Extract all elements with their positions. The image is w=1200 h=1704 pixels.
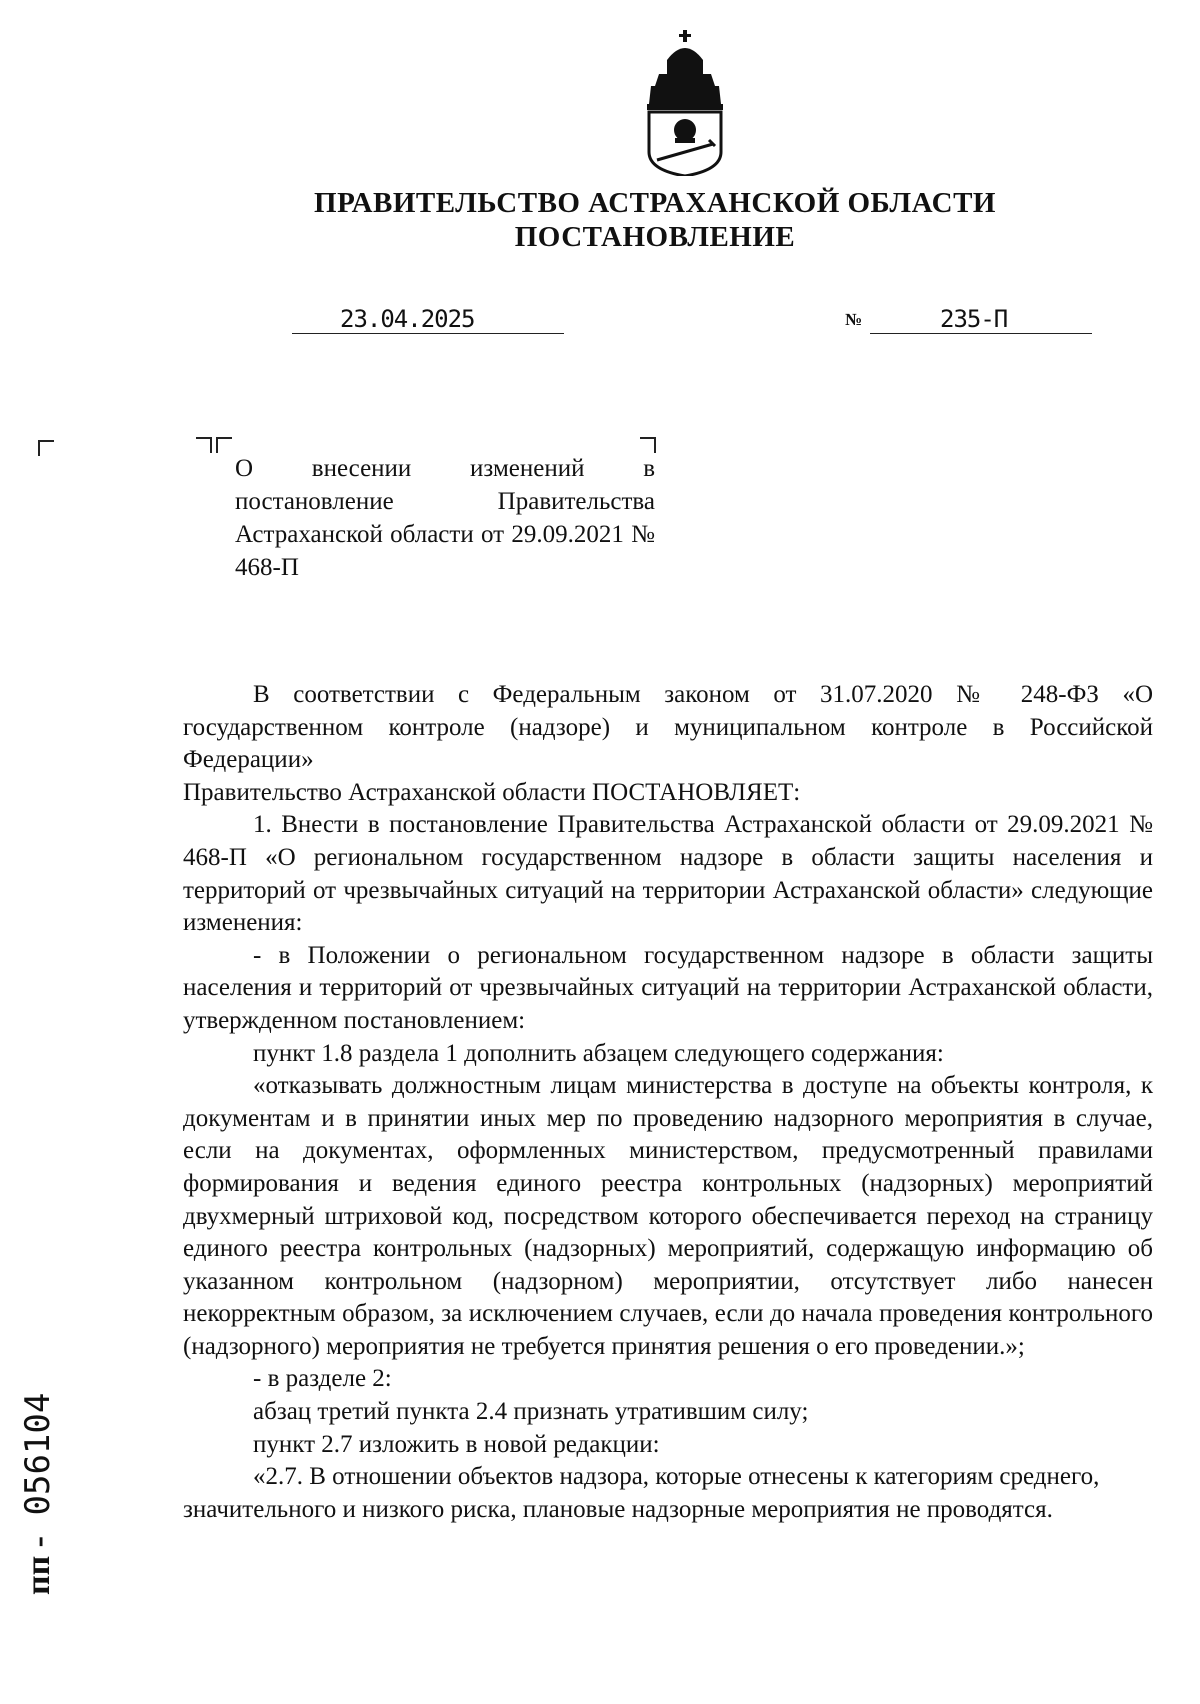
corner-mark-left — [38, 440, 54, 456]
number-field — [870, 305, 1092, 334]
coat-of-arms-icon — [645, 30, 725, 176]
body-paragraph: «2.7. В отношении объектов надзора, которые отнесены к категориям среднего, значительного и низкого риска, плановые надзорные мероприятия не проводятся. — [183, 1463, 1100, 1523]
date-field — [292, 305, 564, 334]
body-paragraph: Правительство Астраханской области ПОСТАНОВЛЯЕТ: — [183, 778, 801, 806]
document-body — [183, 679, 1153, 1526]
corner-mark-subject-left-b — [216, 437, 232, 453]
document-number: 235-П — [940, 305, 1008, 333]
body-paragraph: «отказывать должностным лицам министерства в доступе на объекты контроля, к документам и в принятии иных мер по проведению надзорного мероприятия в случае, если на документах, оформленных министерством, предусмотренный правилами формирования и ведения единого реестра контрольных (надзорных) мероприятий двухмерный штриховой код, посредством которого обеспечивается переход на страницу единого реестра контрольных (надзорных) мероприятий, содержащую информацию об указанном контрольном (надзорном) мероприятии, отсутствует либо нанесен некорректным образом, за исключением случаев, если до начала проведения контрольного (надзорного) мероприятия не требуется принятия решения о его проведении.»; — [183, 1072, 1153, 1360]
org-title: ПРАВИТЕЛЬСТВО АСТРАХАНСКОЙ ОБЛАСТИ — [314, 187, 996, 219]
body-paragraph: - в разделе 2: — [253, 1365, 392, 1393]
doc-type-title: ПОСТАНОВЛЕНИЕ — [514, 221, 796, 253]
document-date: 23.04.2025 — [340, 305, 475, 333]
body-paragraph: абзац третий пункта 2.4 признать утратившим силу; — [253, 1398, 809, 1426]
corner-mark-subject-right — [640, 437, 656, 453]
body-paragraph: 1. Внести в постановление Правительства Астраханской области от 29.09.2021 № 468-П «О региональном государственном надзоре в области защиты населения и территорий от чрезвычайных ситуаций на территории Астраханской области» следующие изменения: — [183, 811, 1153, 937]
body-paragraph: В соответствии с Федеральным законом от 31.07.2020 № 248-ФЗ «О государственном контроле (надзоре) и муниципальном контроле в Российской Федерации» — [183, 681, 1153, 774]
serial-code — [16, 1375, 60, 1595]
body-paragraph: - в Положении о региональном государственном надзоре в области защиты населения и территорий от чрезвычайных ситуаций на территории Астраханской области, утвержденном постановлением: — [183, 941, 1153, 1034]
body-paragraph: пункт 1.8 раздела 1 дополнить абзацем следующего содержания: — [253, 1039, 944, 1067]
serial-number: 056104 — [18, 1392, 58, 1516]
number-label: № — [845, 310, 863, 329]
body-paragraph: пункт 2.7 изложить в новой редакции: — [253, 1430, 660, 1458]
document-subject: О внесении изменений в постановление Правительства Астраханской области от 29.09.2021 № 468-П — [235, 455, 655, 581]
document-header — [0, 186, 1200, 254]
corner-mark-subject-left-a — [196, 437, 212, 453]
serial-prefix: пп - — [20, 1535, 57, 1595]
